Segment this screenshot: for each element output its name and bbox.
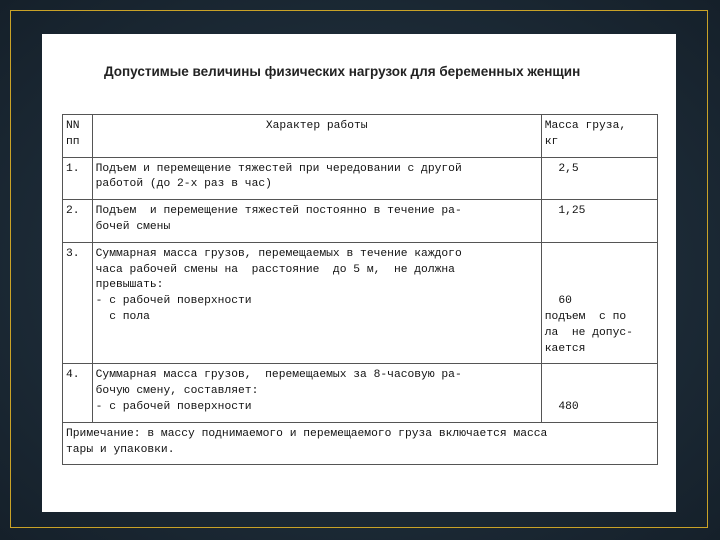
table-row — [63, 242, 658, 364]
table-note-row — [63, 422, 658, 465]
table-row — [63, 364, 658, 422]
row-mass: 60 подъем с по ла не допус- кается — [541, 242, 657, 364]
row-number: 4. — [63, 364, 93, 422]
table-row — [63, 157, 658, 200]
document-sheet — [42, 34, 676, 512]
row-description: Суммарная масса грузов, перемещаемых в течение каждого часа рабочей смены на расстояние до 5 м, не должна превышать: - с рабочей поверхности с пола — [92, 242, 541, 364]
table-row — [63, 200, 658, 243]
row-description: Подъем и перемещение тяжестей постоянно в течение ра- бочей смены — [92, 200, 541, 243]
header-work-type: Характер работы — [92, 115, 541, 158]
loads-table — [62, 114, 658, 465]
table-note: Примечание: в массу поднимаемого и перемещаемого груза включается масса тары и упаковки. — [63, 422, 658, 465]
row-number: 1. — [63, 157, 93, 200]
header-mass: Масса груза, кг — [541, 115, 657, 158]
table-header-row — [63, 115, 658, 158]
row-mass: 2,5 — [541, 157, 657, 200]
header-num: NN пп — [63, 115, 93, 158]
row-number: 3. — [63, 242, 93, 364]
row-number: 2. — [63, 200, 93, 243]
row-mass: 480 — [541, 364, 657, 422]
row-description: Подъем и перемещение тяжестей при чередовании с другой работой (до 2-х раз в час) — [92, 157, 541, 200]
row-description: Суммарная масса грузов, перемещаемых за 8-часовую ра- бочую смену, составляет: - с рабочей поверхности — [92, 364, 541, 422]
row-mass: 1,25 — [541, 200, 657, 243]
document-title: Допустимые величины физических нагрузок для беременных женщин — [104, 64, 581, 79]
